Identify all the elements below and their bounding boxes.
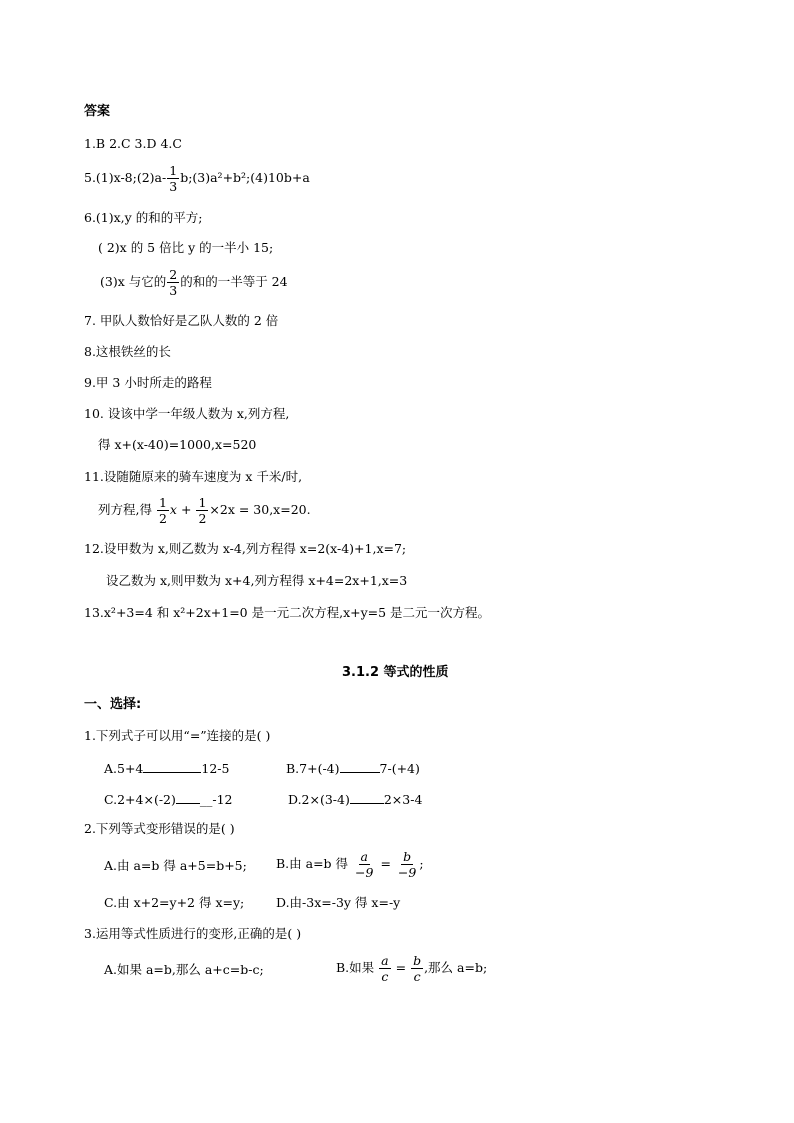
answer-11-1: 11.设随随原来的骑车速度为 x 千米/时, — [84, 469, 303, 484]
question-2: 2.下列等式变形错误的是( ) — [84, 821, 235, 836]
answer-1-4: 1.B 2.C 3.D 4.C — [84, 136, 182, 151]
option-a-right: 12-5 — [201, 761, 230, 776]
question-2-option-d: D.由-3x=-3y 得 x=-y — [276, 895, 401, 910]
answer-6-1: 6.(1)x,y 的和的平方; — [84, 210, 203, 225]
option-b-suffix: ,那么 a=b; — [424, 960, 488, 975]
answer-11-2-prefix: 列方程,得 — [98, 502, 152, 517]
answer-8: 8.这根铁丝的长 — [84, 344, 171, 359]
answer-5 — [84, 164, 310, 193]
option-d-right: 2×3-4 — [383, 792, 423, 807]
fraction-numerator: a — [381, 953, 389, 968]
option-b-left: B.7+(-4) — [286, 761, 340, 776]
answer-11-2 — [98, 496, 311, 525]
fraction-denominator: c — [413, 969, 421, 984]
answer-6-2: ( 2)x 的 5 倍比 y 的一半小 15; — [98, 240, 274, 255]
fraction — [196, 496, 208, 525]
equals-sign: = — [395, 960, 407, 975]
fraction-numerator: 2 — [169, 267, 178, 282]
answer-5-prefix: 5.(1)x-8;(2)a- — [84, 170, 167, 185]
question-1-option-a — [104, 760, 229, 777]
question-3-option-a: A.如果 a=b,那么 a+c=b-c; — [104, 962, 264, 977]
fraction-numerator: 1 — [198, 495, 207, 510]
fraction-denominator: 3 — [169, 283, 178, 298]
question-2-option-b — [276, 850, 424, 879]
section-title: 3.1.2 等式的性质 — [342, 665, 449, 680]
answer-10-2: 得 x+(x-40)=1000,x=520 — [98, 437, 257, 452]
answer-6-3-prefix: (3)x 与它的 — [100, 274, 167, 289]
variable-x: x — [169, 502, 177, 517]
question-1-option-c — [104, 791, 233, 808]
equals-sign: = — [380, 856, 391, 871]
option-b-right: 7-(+4) — [379, 761, 420, 776]
option-b-suffix: ; — [419, 856, 424, 871]
equation-term: ×2x = 30 — [209, 502, 270, 517]
answers-heading: 答案 — [84, 104, 111, 119]
fraction — [167, 268, 179, 297]
option-b-prefix: B.由 a=b 得 — [276, 856, 349, 871]
fraction-denominator: 2 — [198, 511, 207, 526]
question-1-option-d — [288, 791, 422, 808]
fraction-numerator: 1 — [158, 495, 167, 510]
answer-13: 13.x²+3=4 和 x²+2x+1=0 是一元二次方程,x+y=5 是二元一次方程。 — [84, 605, 491, 620]
question-2-option-a: A.由 a=b 得 a+5=b+5; — [104, 858, 247, 873]
answer-blank — [350, 791, 384, 804]
question-3-option-b — [336, 954, 487, 983]
answer-blank — [340, 760, 380, 773]
fraction — [167, 164, 179, 193]
fraction-denominator: −9 — [355, 865, 374, 880]
answer-6-3-suffix: 的和的一半等于 24 — [180, 274, 288, 289]
fraction-numerator: b — [403, 849, 412, 864]
answer-blank — [176, 791, 200, 804]
part-one-heading: 一、选择: — [84, 697, 142, 712]
fraction-numerator: 1 — [169, 163, 178, 178]
fraction — [157, 496, 169, 525]
fraction-numerator: a — [360, 849, 368, 864]
fraction — [396, 850, 418, 879]
question-3: 3.运用等式性质进行的变形,正确的是( ) — [84, 926, 302, 941]
fraction — [353, 850, 375, 879]
option-c-mid: __ — [199, 792, 213, 807]
answer-5-suffix: b;(3)a²+b²;(4)10b+a — [180, 170, 310, 185]
answer-9: 9.甲 3 小时所走的路程 — [84, 375, 212, 390]
fraction — [379, 954, 390, 983]
plus-sign: + — [180, 502, 192, 517]
question-1-option-b — [286, 760, 420, 777]
answer-6-3 — [100, 268, 288, 297]
option-d-left: D.2×(3-4) — [288, 792, 350, 807]
answer-12-2: 设乙数为 x,则甲数为 x+4,列方程得 x+4=2x+1,x=3 — [106, 573, 408, 588]
option-b-prefix: B.如果 — [336, 960, 375, 975]
answer-12-1: 12.设甲数为 x,则乙数为 x-4,列方程得 x=2(x-4)+1,x=7; — [84, 541, 407, 556]
answer-10-1: 10. 设该中学一年级人数为 x,列方程, — [84, 406, 290, 421]
fraction-denominator: 2 — [158, 511, 167, 526]
option-a-left: A.5+4 — [104, 761, 144, 776]
option-c-left: C.2+4×(-2) — [104, 792, 176, 807]
answer-blank — [143, 760, 201, 773]
question-1: 1.下列式子可以用“=”连接的是( ) — [84, 728, 271, 743]
question-2-option-c: C.由 x+2=y+2 得 x=y; — [104, 895, 245, 910]
fraction-denominator: −9 — [397, 865, 417, 880]
answer-7: 7. 甲队人数恰好是乙队人数的 2 倍 — [84, 313, 279, 328]
answer-11-2-suffix: ,x=20. — [269, 502, 311, 517]
fraction — [411, 954, 423, 983]
fraction-denominator: 3 — [169, 179, 178, 194]
fraction-numerator: b — [413, 953, 422, 968]
option-c-right: -12 — [212, 792, 233, 807]
fraction-denominator: c — [381, 969, 389, 984]
